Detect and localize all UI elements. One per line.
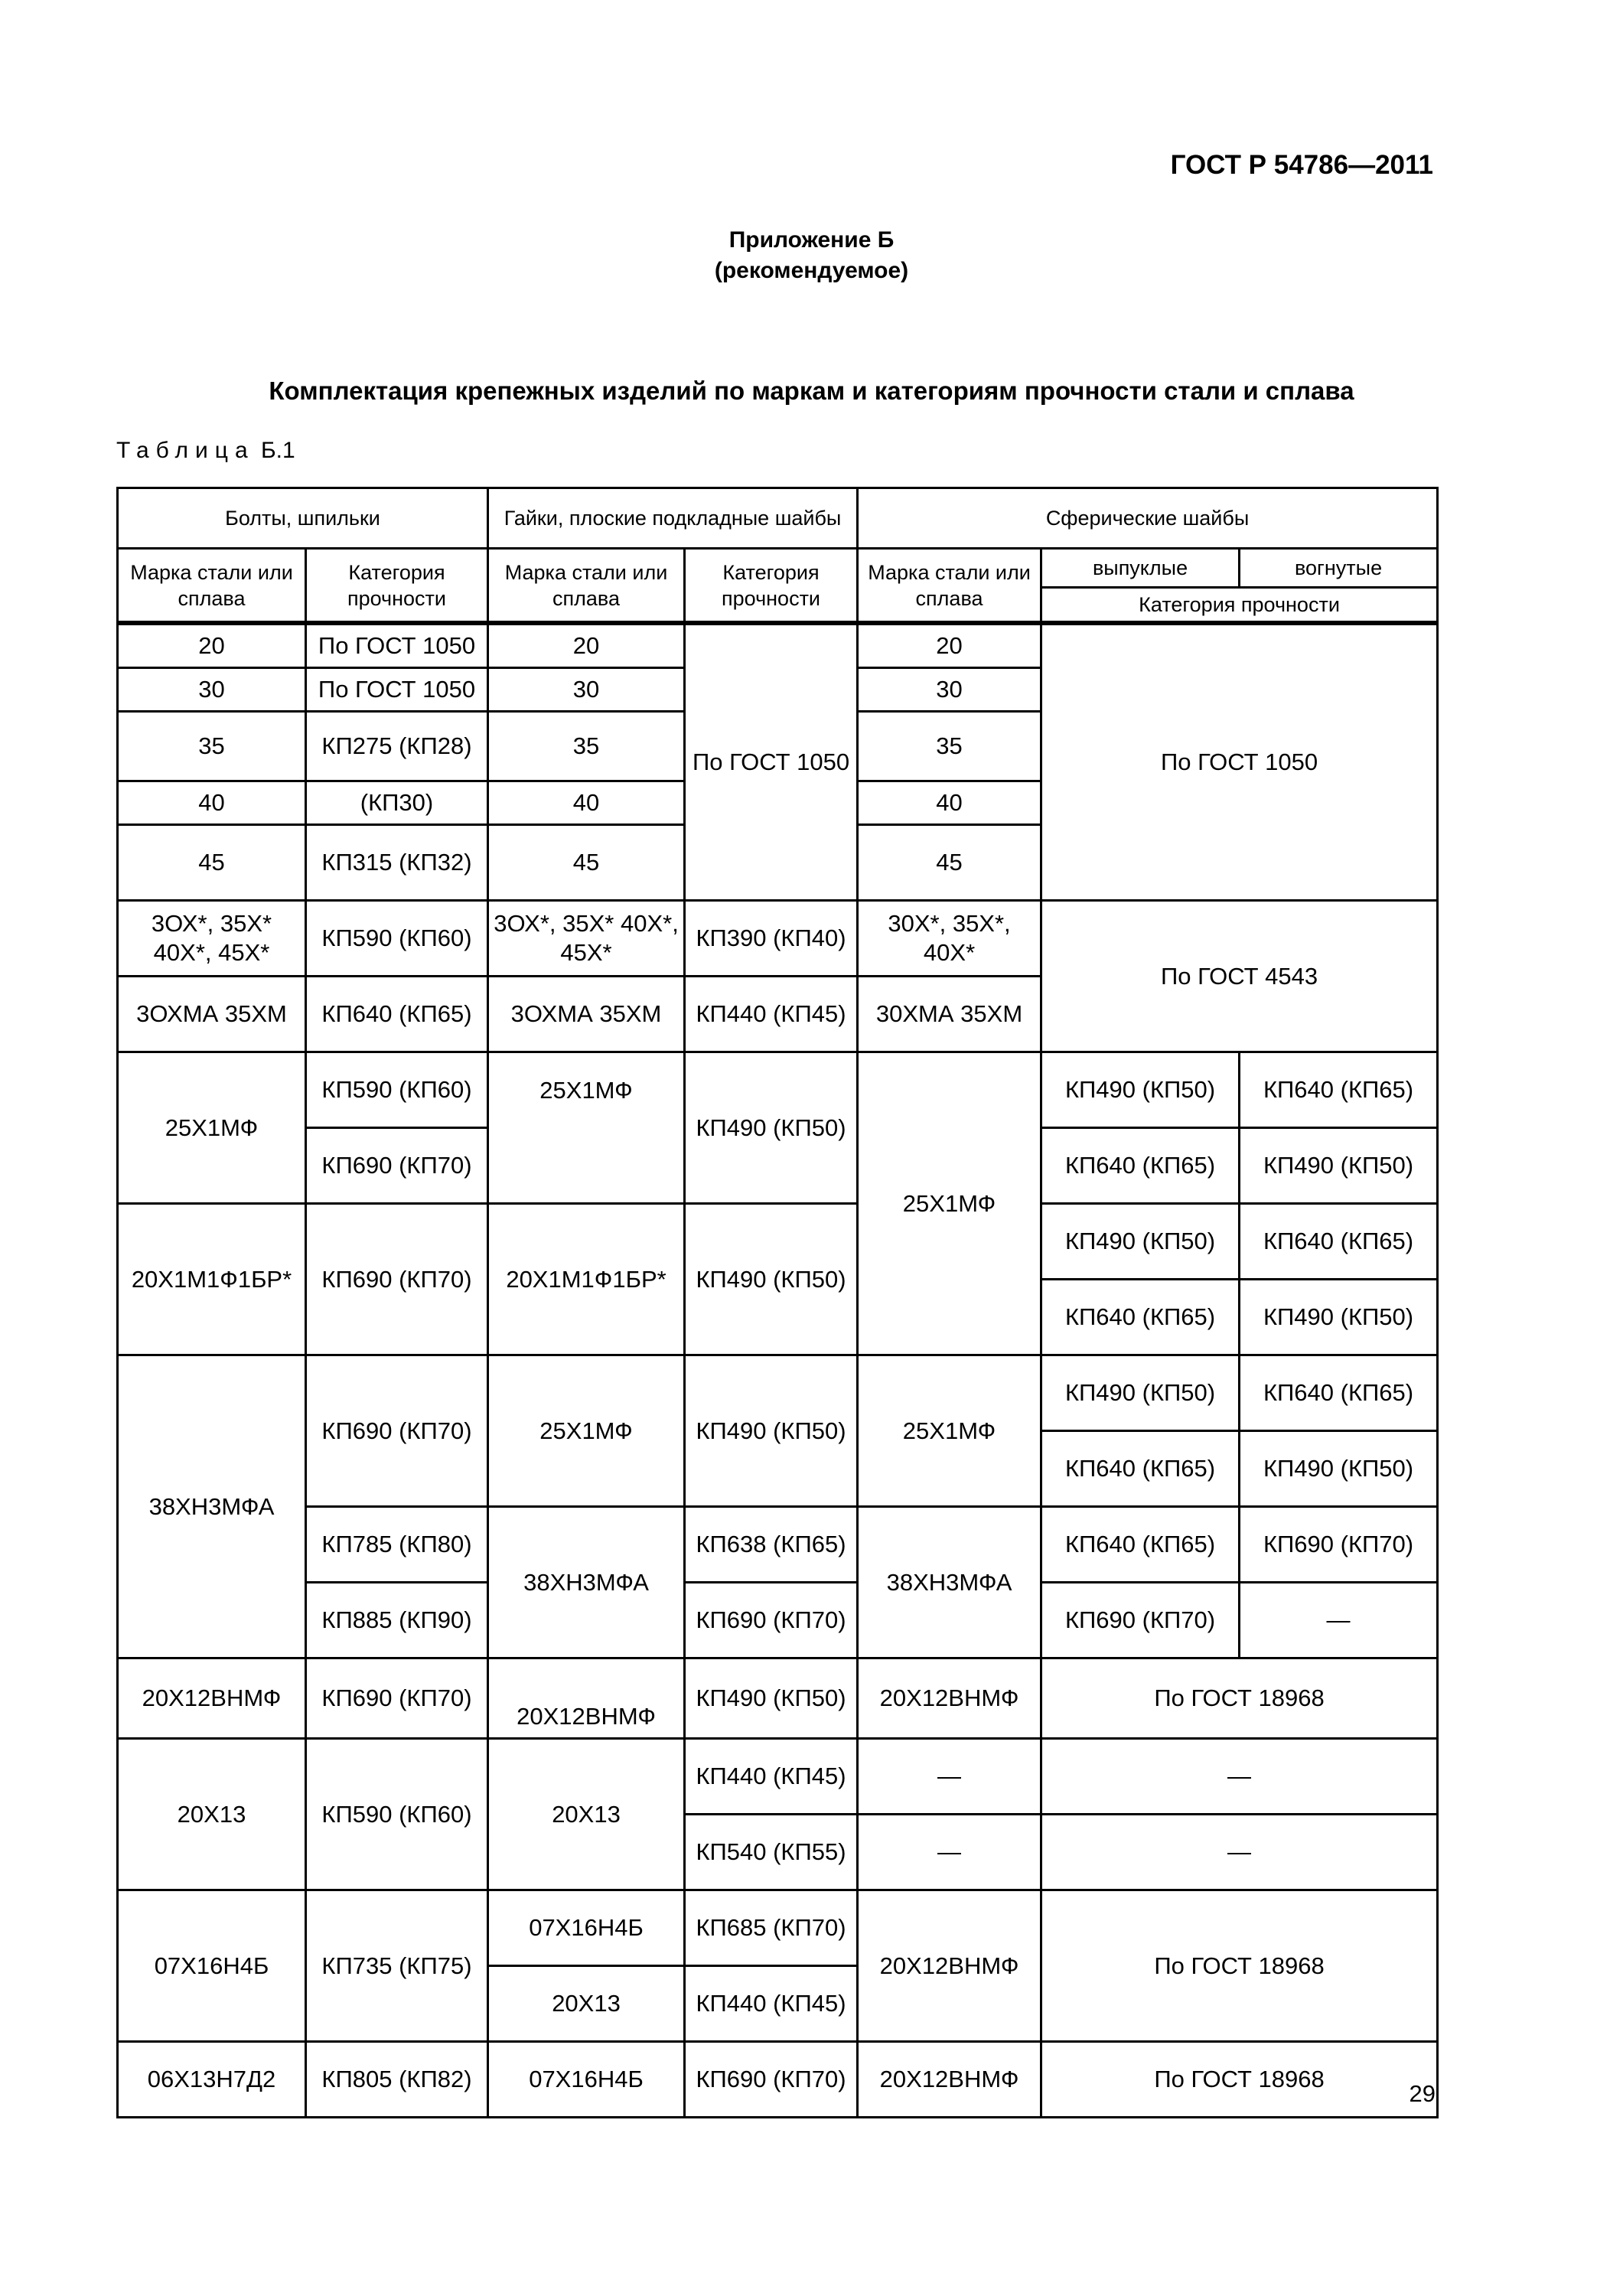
table-cell: По ГОСТ 18968 — [1041, 1890, 1438, 2042]
table-cell: 06Х13Н7Д2 — [118, 2042, 306, 2118]
table-cell: КП490 (КП50) — [1041, 1052, 1240, 1128]
table-cell: 35 — [118, 712, 306, 781]
col-header-washer-grade: Марка стали или сплава — [858, 549, 1041, 622]
group-header-spherical-washers: Сферические шайбы — [858, 488, 1438, 549]
table-cell: (КП30) — [306, 781, 488, 825]
table-cell: КП640 (КП65) — [1041, 1507, 1240, 1583]
table-cell: 25Х1МФ — [488, 1052, 685, 1204]
document-title: Комплектация крепежных изделий по маркам и категориям прочности стали и сплава — [269, 377, 1354, 405]
appendix-heading — [0, 225, 1623, 286]
table-cell: 38ХН3МФА — [858, 1507, 1041, 1658]
table-row — [118, 901, 1438, 977]
table-cell: КП640 (КП65) — [306, 977, 488, 1052]
col-header-concave: вогнутые — [1240, 549, 1438, 588]
table-cell: КП440 (КП45) — [685, 1966, 858, 2042]
table-cell: — — [858, 1815, 1041, 1890]
table-cell: По ГОСТ 1050 — [685, 625, 858, 901]
table-cell: По ГОСТ 1050 — [306, 668, 488, 712]
col-header-bolt-category: Категория прочности — [306, 549, 488, 622]
table-cell: 07Х16Н4Б — [488, 2042, 685, 2118]
table-cell: КП490 (КП50) — [1240, 1280, 1438, 1355]
table-row — [118, 1739, 1438, 1815]
table-cell: — — [1041, 1739, 1438, 1815]
table-row — [118, 1658, 1438, 1739]
table-cell: 45 — [488, 825, 685, 901]
table-cell: КП690 (КП70) — [306, 1128, 488, 1204]
table-cell: 40 — [858, 781, 1041, 825]
table-cell: 25Х1МФ — [858, 1052, 1041, 1355]
group-header-bolts: Болты, шпильки — [118, 488, 488, 549]
table-cell: КП490 (КП50) — [685, 1052, 858, 1204]
table-cell: КП490 (КП50) — [1041, 1204, 1240, 1280]
fastener-table — [116, 487, 1439, 2118]
table-cell: КП440 (КП45) — [685, 1739, 858, 1815]
table-cell: 3ОХМА 35ХМ — [488, 977, 685, 1052]
table-cell: КП640 (КП65) — [1041, 1431, 1240, 1507]
col-header-nut-category: Категория прочности — [685, 549, 858, 622]
table-cell: КП690 (КП70) — [306, 1658, 488, 1739]
table-cell: КП490 (КП50) — [685, 1204, 858, 1355]
table-cell: 07Х16Н4Б — [118, 1890, 306, 2042]
table-cell: КП490 (КП50) — [685, 1658, 858, 1739]
table-cell: 38ХН3МФА — [118, 1355, 306, 1658]
table-row — [118, 1890, 1438, 1966]
table-cell: 20Х13 — [488, 1739, 685, 1890]
table-cell: КП640 (КП65) — [1041, 1128, 1240, 1204]
table-cell: 35 — [488, 712, 685, 781]
table-cell: По ГОСТ 1050 — [306, 625, 488, 668]
table-cell: КП390 (КП40) — [685, 901, 858, 977]
appendix-title: Приложение Б — [728, 227, 895, 253]
table-row — [118, 625, 1438, 668]
table-cell: — — [1240, 1583, 1438, 1658]
standard-code: ГОСТ Р 54786—2011 — [1170, 150, 1433, 180]
table-cell: КП440 (КП45) — [685, 977, 858, 1052]
table-cell: — — [858, 1739, 1041, 1815]
table-cell: КП785 (КП80) — [306, 1507, 488, 1583]
table-cell: КП640 (КП65) — [1240, 1052, 1438, 1128]
table-cell: 30 — [488, 668, 685, 712]
table-cell: КП690 (КП70) — [685, 1583, 858, 1658]
table-cell: 20Х12ВНМФ — [488, 1658, 685, 1739]
table-cell: 40 — [488, 781, 685, 825]
table-row — [118, 1204, 1438, 1280]
table-cell: 35 — [858, 712, 1041, 781]
table-cell: 20Х12ВНМФ — [858, 1658, 1041, 1739]
table-cell: КП540 (КП55) — [685, 1815, 858, 1890]
table-cell: КП690 (КП70) — [306, 1355, 488, 1507]
table-cell: 25Х1МФ — [488, 1355, 685, 1507]
table-cell: КП590 (КП60) — [306, 1052, 488, 1128]
table-cell: 20Х13 — [118, 1739, 306, 1890]
table-cell: КП885 (КП90) — [306, 1583, 488, 1658]
col-header-bolt-grade: Марка стали или сплава — [118, 549, 306, 622]
table-cell: КП490 (КП50) — [1240, 1128, 1438, 1204]
table-cell: КП490 (КП50) — [1041, 1355, 1240, 1431]
table-cell: КП690 (КП70) — [685, 2042, 858, 2118]
table-cell: 25Х1МФ — [118, 1052, 306, 1204]
table-cell: 25Х1МФ — [858, 1355, 1041, 1507]
page-number: 29 — [1409, 2080, 1436, 2107]
appendix-type: (рекомендуемое) — [714, 258, 909, 283]
table-cell: 45 — [118, 825, 306, 901]
table-cell: 3ОХ*, 35Х* 40Х*, 45Х* — [118, 901, 306, 977]
table-cell: КП735 (КП75) — [306, 1890, 488, 2042]
table-cell: 20 — [118, 625, 306, 668]
col-header-washer-category: Категория прочности — [1041, 588, 1438, 622]
table-row — [118, 1052, 1438, 1128]
table-cell: КП638 (КП65) — [685, 1507, 858, 1583]
table-cell: КП690 (КП70) — [1041, 1583, 1240, 1658]
table-cell: 20Х1М1Ф1БР* — [118, 1204, 306, 1355]
table-cell: КП275 (КП28) — [306, 712, 488, 781]
table-cell: 20Х12ВНМФ — [118, 1658, 306, 1739]
table-cell: 30ХМА 35ХМ — [858, 977, 1041, 1052]
table-row — [118, 1355, 1438, 1431]
table-caption-word: Таблица — [116, 438, 255, 463]
table-cell: 30 — [118, 668, 306, 712]
table-cell: 07Х16Н4Б — [488, 1890, 685, 1966]
table-cell: 3ОХМА 35ХМ — [118, 977, 306, 1052]
table-cell: 30Х*, 35Х*, 40Х* — [858, 901, 1041, 977]
table-cell: 3ОХ*, 35Х* 40Х*, 45Х* — [488, 901, 685, 977]
group-header-nuts: Гайки, плоские подкладные шайбы — [488, 488, 858, 549]
table-cell: По ГОСТ 1050 — [1041, 625, 1438, 901]
table-cell: 20 — [858, 625, 1041, 668]
table-cell: 20Х1М1Ф1БР* — [488, 1204, 685, 1355]
table-cell: КП690 (КП70) — [306, 1204, 488, 1355]
col-header-convex: выпуклые — [1041, 549, 1240, 588]
table-cell: КП640 (КП65) — [1041, 1280, 1240, 1355]
table-cell: КП590 (КП60) — [306, 1739, 488, 1890]
table-cell: По ГОСТ 4543 — [1041, 901, 1438, 1052]
table-cell: КП640 (КП65) — [1240, 1355, 1438, 1431]
table-cell: 38ХН3МФА — [488, 1507, 685, 1658]
table-row — [118, 1507, 1438, 1583]
table-cell: По ГОСТ 18968 — [1041, 2042, 1438, 2118]
table-caption-number: Б.1 — [260, 438, 295, 463]
table-caption — [116, 438, 295, 464]
table-cell: 40 — [118, 781, 306, 825]
table-cell: 20 — [488, 625, 685, 668]
table-cell: — — [1041, 1815, 1438, 1890]
table-cell: КП590 (КП60) — [306, 901, 488, 977]
table-cell: 20Х12ВНМФ — [858, 1890, 1041, 2042]
table-cell: КП315 (КП32) — [306, 825, 488, 901]
table-cell: 20Х13 — [488, 1966, 685, 2042]
table-row — [118, 1583, 1438, 1658]
table-cell: КП640 (КП65) — [1240, 1204, 1438, 1280]
table-cell: КП490 (КП50) — [1240, 1431, 1438, 1507]
table-cell: КП685 (КП70) — [685, 1890, 858, 1966]
table-cell: 20Х12ВНМФ — [858, 2042, 1041, 2118]
table-cell: 30 — [858, 668, 1041, 712]
table-cell: КП805 (КП82) — [306, 2042, 488, 2118]
table-cell: КП490 (КП50) — [685, 1355, 858, 1507]
table-cell: По ГОСТ 18968 — [1041, 1658, 1438, 1739]
table-cell: 45 — [858, 825, 1041, 901]
table-row — [118, 2042, 1438, 2118]
table-cell: КП690 (КП70) — [1240, 1507, 1438, 1583]
col-header-nut-grade: Марка стали или сплава — [488, 549, 685, 622]
